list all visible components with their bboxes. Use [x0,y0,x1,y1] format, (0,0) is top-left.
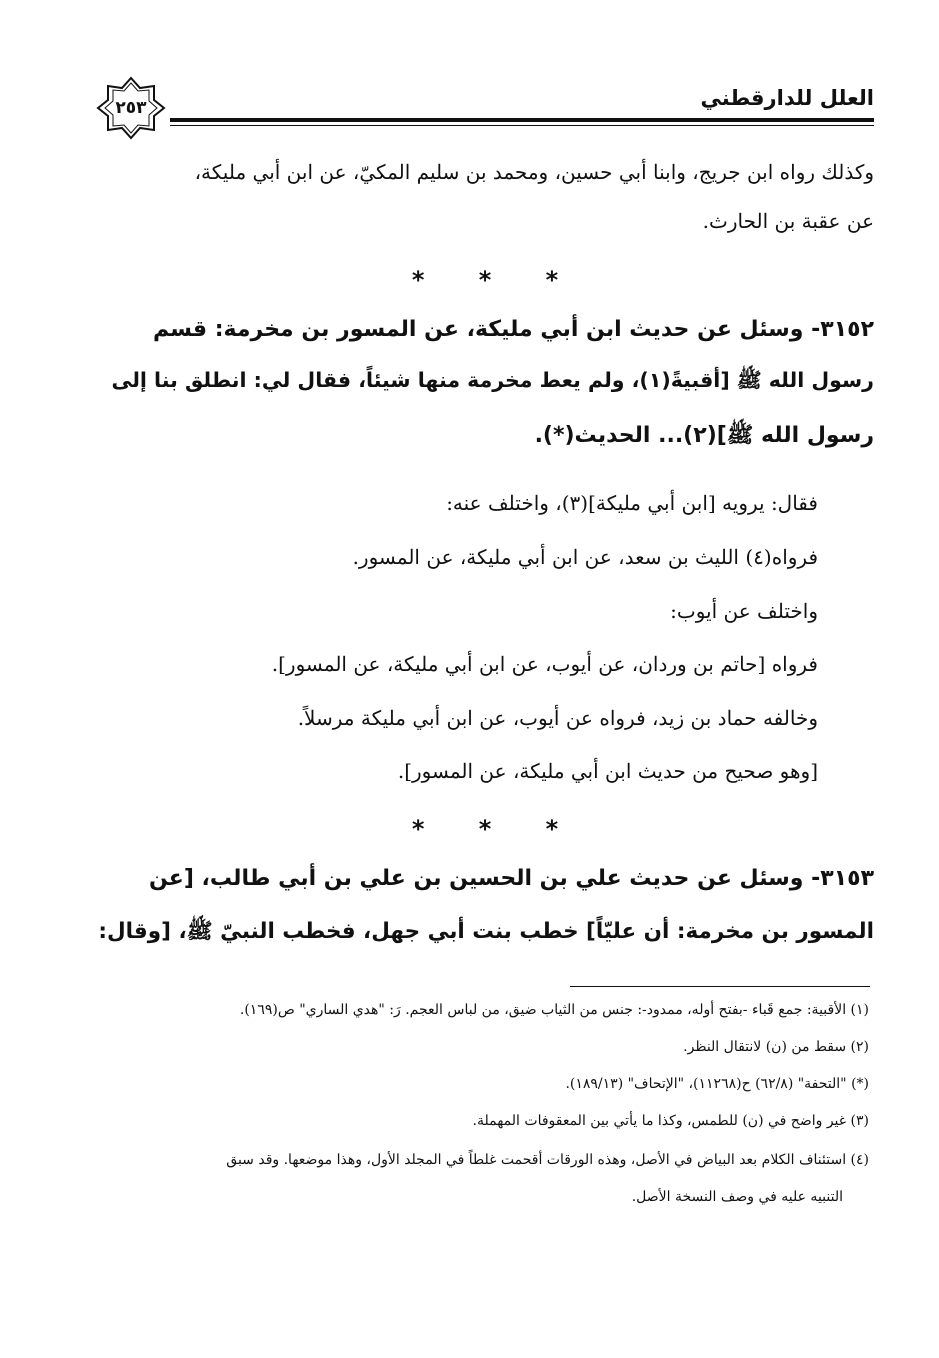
footnote-divider [570,986,870,987]
header-rule [170,118,874,122]
answer-line: [وهو صحيح من حديث ابن أبي مليكة، عن المسور]. [397,759,818,783]
question-line: ٣١٥٢- وسئل عن حديث ابن أبي مليكة، عن المسور بن مخرمة: قسم [153,317,874,342]
footnote: (٣) غير واضح في (ن) للطمس، وكذا ما يأتي بين المعقوفات المهملة. [472,1113,869,1129]
answer-line: فقال: يرويه [ابن أبي مليكة](٣)، واختلف عنه: [446,491,818,515]
answer-line: وخالفه حماد بن زيد، فرواه عن أيوب، عن ابن أبي مليكة مرسلاً. [297,706,818,730]
question-line: رسول الله ﷺ [أقبيةً(١)، ولم يعط مخرمة منها شيئاً، فقال لي: انطلق بنا إلى [111,368,874,392]
section-separator: * * * [411,266,559,294]
intro-line: عن عقبة بن الحارث. [702,209,874,233]
page-header [96,76,874,140]
answer-line: واختلف عن أيوب: [670,599,818,623]
footnote: (١) الأقبية: جمع قَباء -بفتح أوله، ممدود-: جنس من الثياب ضيق، من لباس العجم. رَ: "هدي الساري" ص(١٦٩). [239,1002,869,1018]
intro-line: وكذلك رواه ابن جريج، وابنا أبي حسين، ومحمد بن سليم المكيّ، عن ابن أبي مليكة، [194,160,874,184]
question-line: رسول الله ﷺ](٢)... الحديث(*). [534,423,874,448]
answer-line: فرواه [حاتم بن وردان، عن أيوب، عن ابن أبي مليكة، عن المسور]. [271,652,818,676]
footnote-continuation: التنبيه عليه في وصف النسخة الأصل. [631,1189,843,1205]
book-title: العلل للدارقطني [700,86,874,110]
question-line: المسور بن مخرمة: أن عليّاً] خطب بنت أبي جهل، فخطب النبيّ ﷺ، [وقال: [98,919,874,944]
header-rule-thin [170,125,874,126]
section-separator: * * * [411,815,559,843]
footnote: (*) "التحفة" (٦٢/٨) ح(١١٢٦٨)، "الإتحاف" (١٨٩/١٣). [565,1076,869,1092]
question-line: ٣١٥٣- وسئل عن حديث علي بن الحسين بن علي بن أبي طالب، [عن [149,866,874,891]
footnote: (٢) سقط من (ن) لانتقال النظر. [683,1039,869,1055]
footnote: (٤) استئناف الكلام بعد البياض في الأصل، وهذه الورقات أقحمت غلطاً في المجلد الأول، وهذا موضعها. وقد سبق [226,1152,869,1168]
page-number-badge [96,76,166,140]
page-number: ٢٥٣ [115,98,147,118]
answer-line: فرواه(٤) الليث بن سعد، عن ابن أبي مليكة، عن المسور. [352,545,818,569]
